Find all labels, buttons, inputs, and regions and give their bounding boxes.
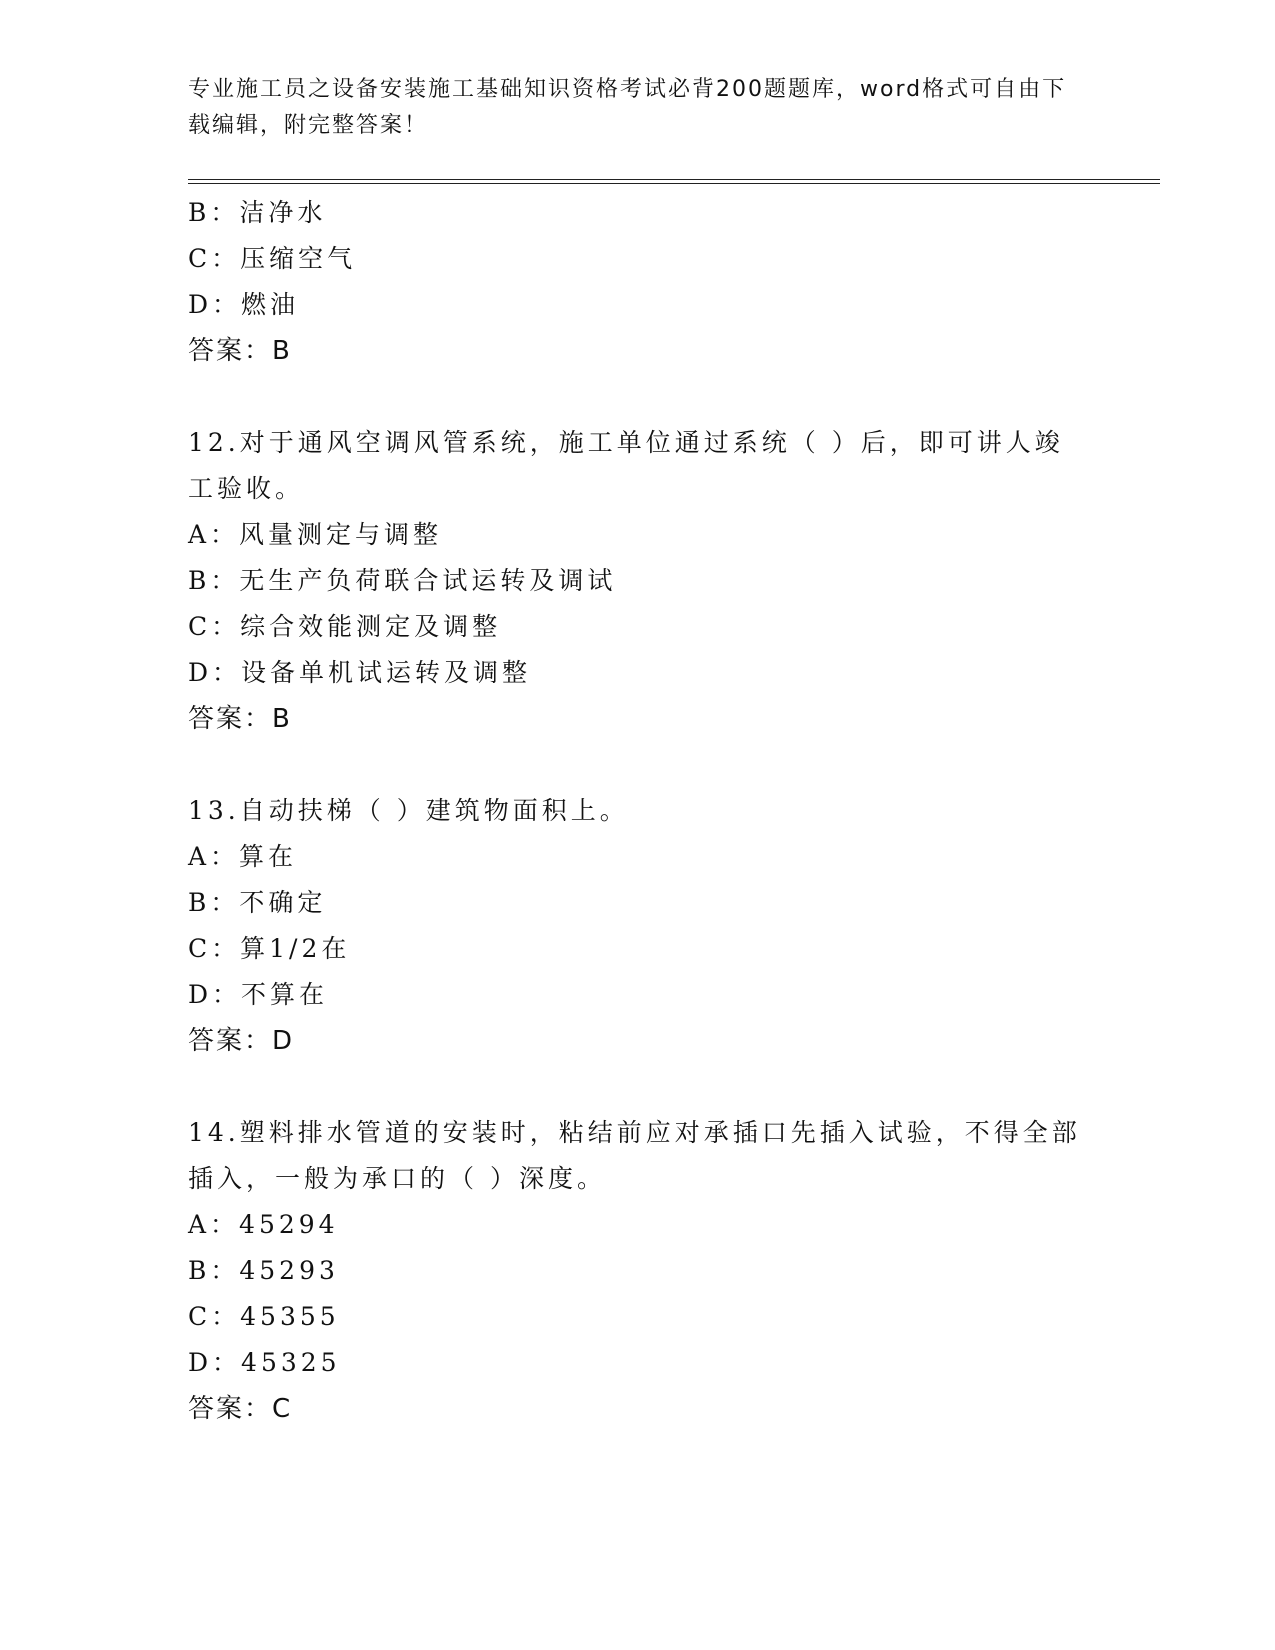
question-11-tail: [188, 190, 1088, 374]
question-stem: 12.对于通风空调风管系统，施工单位通过系统（ ）后，即可讲人竣工验收。: [188, 428, 1064, 503]
option-c: C：算1/2在: [188, 934, 351, 963]
option-d: D：燃油: [188, 290, 300, 319]
question-stem: 14.塑料排水管道的安装时，粘结前应对承插口先插入试验，不得全部插入，一般为承口的（ ）深度。: [188, 1118, 1081, 1193]
option-b: B：45293: [188, 1256, 339, 1285]
option-d: D：不算在: [188, 980, 329, 1009]
option-a: A：风量测定与调整: [188, 520, 443, 549]
question-content: [188, 190, 1088, 1432]
header-divider-bottom: [188, 183, 1160, 184]
question-stem: 13.自动扶梯（ ）建筑物面积上。: [188, 796, 629, 825]
option-b: B：不确定: [188, 888, 327, 917]
option-c: C：综合效能测定及调整: [188, 612, 502, 641]
option-c: C：压缩空气: [188, 244, 357, 273]
header-divider-top: [188, 179, 1160, 180]
answer-line: 答案：B: [188, 704, 292, 734]
spacer: [188, 1064, 1088, 1110]
answer-line: 答案：C: [188, 1394, 293, 1424]
option-b: B：洁净水: [188, 198, 327, 227]
spacer: [188, 374, 1088, 420]
answer-line: 答案：D: [188, 1026, 295, 1056]
option-a: A：算在: [188, 842, 298, 871]
document-title: 专业施工员之设备安装施工基础知识资格考试必背200题题库，word格式可自由下载编辑，附完整答案！: [188, 77, 1067, 138]
question-12: [188, 420, 1088, 742]
option-d: D：设备单机试运转及调整: [188, 658, 532, 687]
option-c: C：45355: [188, 1302, 340, 1331]
spacer: [188, 742, 1088, 788]
answer-line: 答案：B: [188, 336, 292, 366]
option-b: B：无生产负荷联合试运转及调试: [188, 566, 617, 595]
option-d: D：45325: [188, 1348, 341, 1377]
option-a: A：45294: [188, 1210, 339, 1239]
question-14: [188, 1110, 1088, 1432]
question-13: [188, 788, 1088, 1064]
